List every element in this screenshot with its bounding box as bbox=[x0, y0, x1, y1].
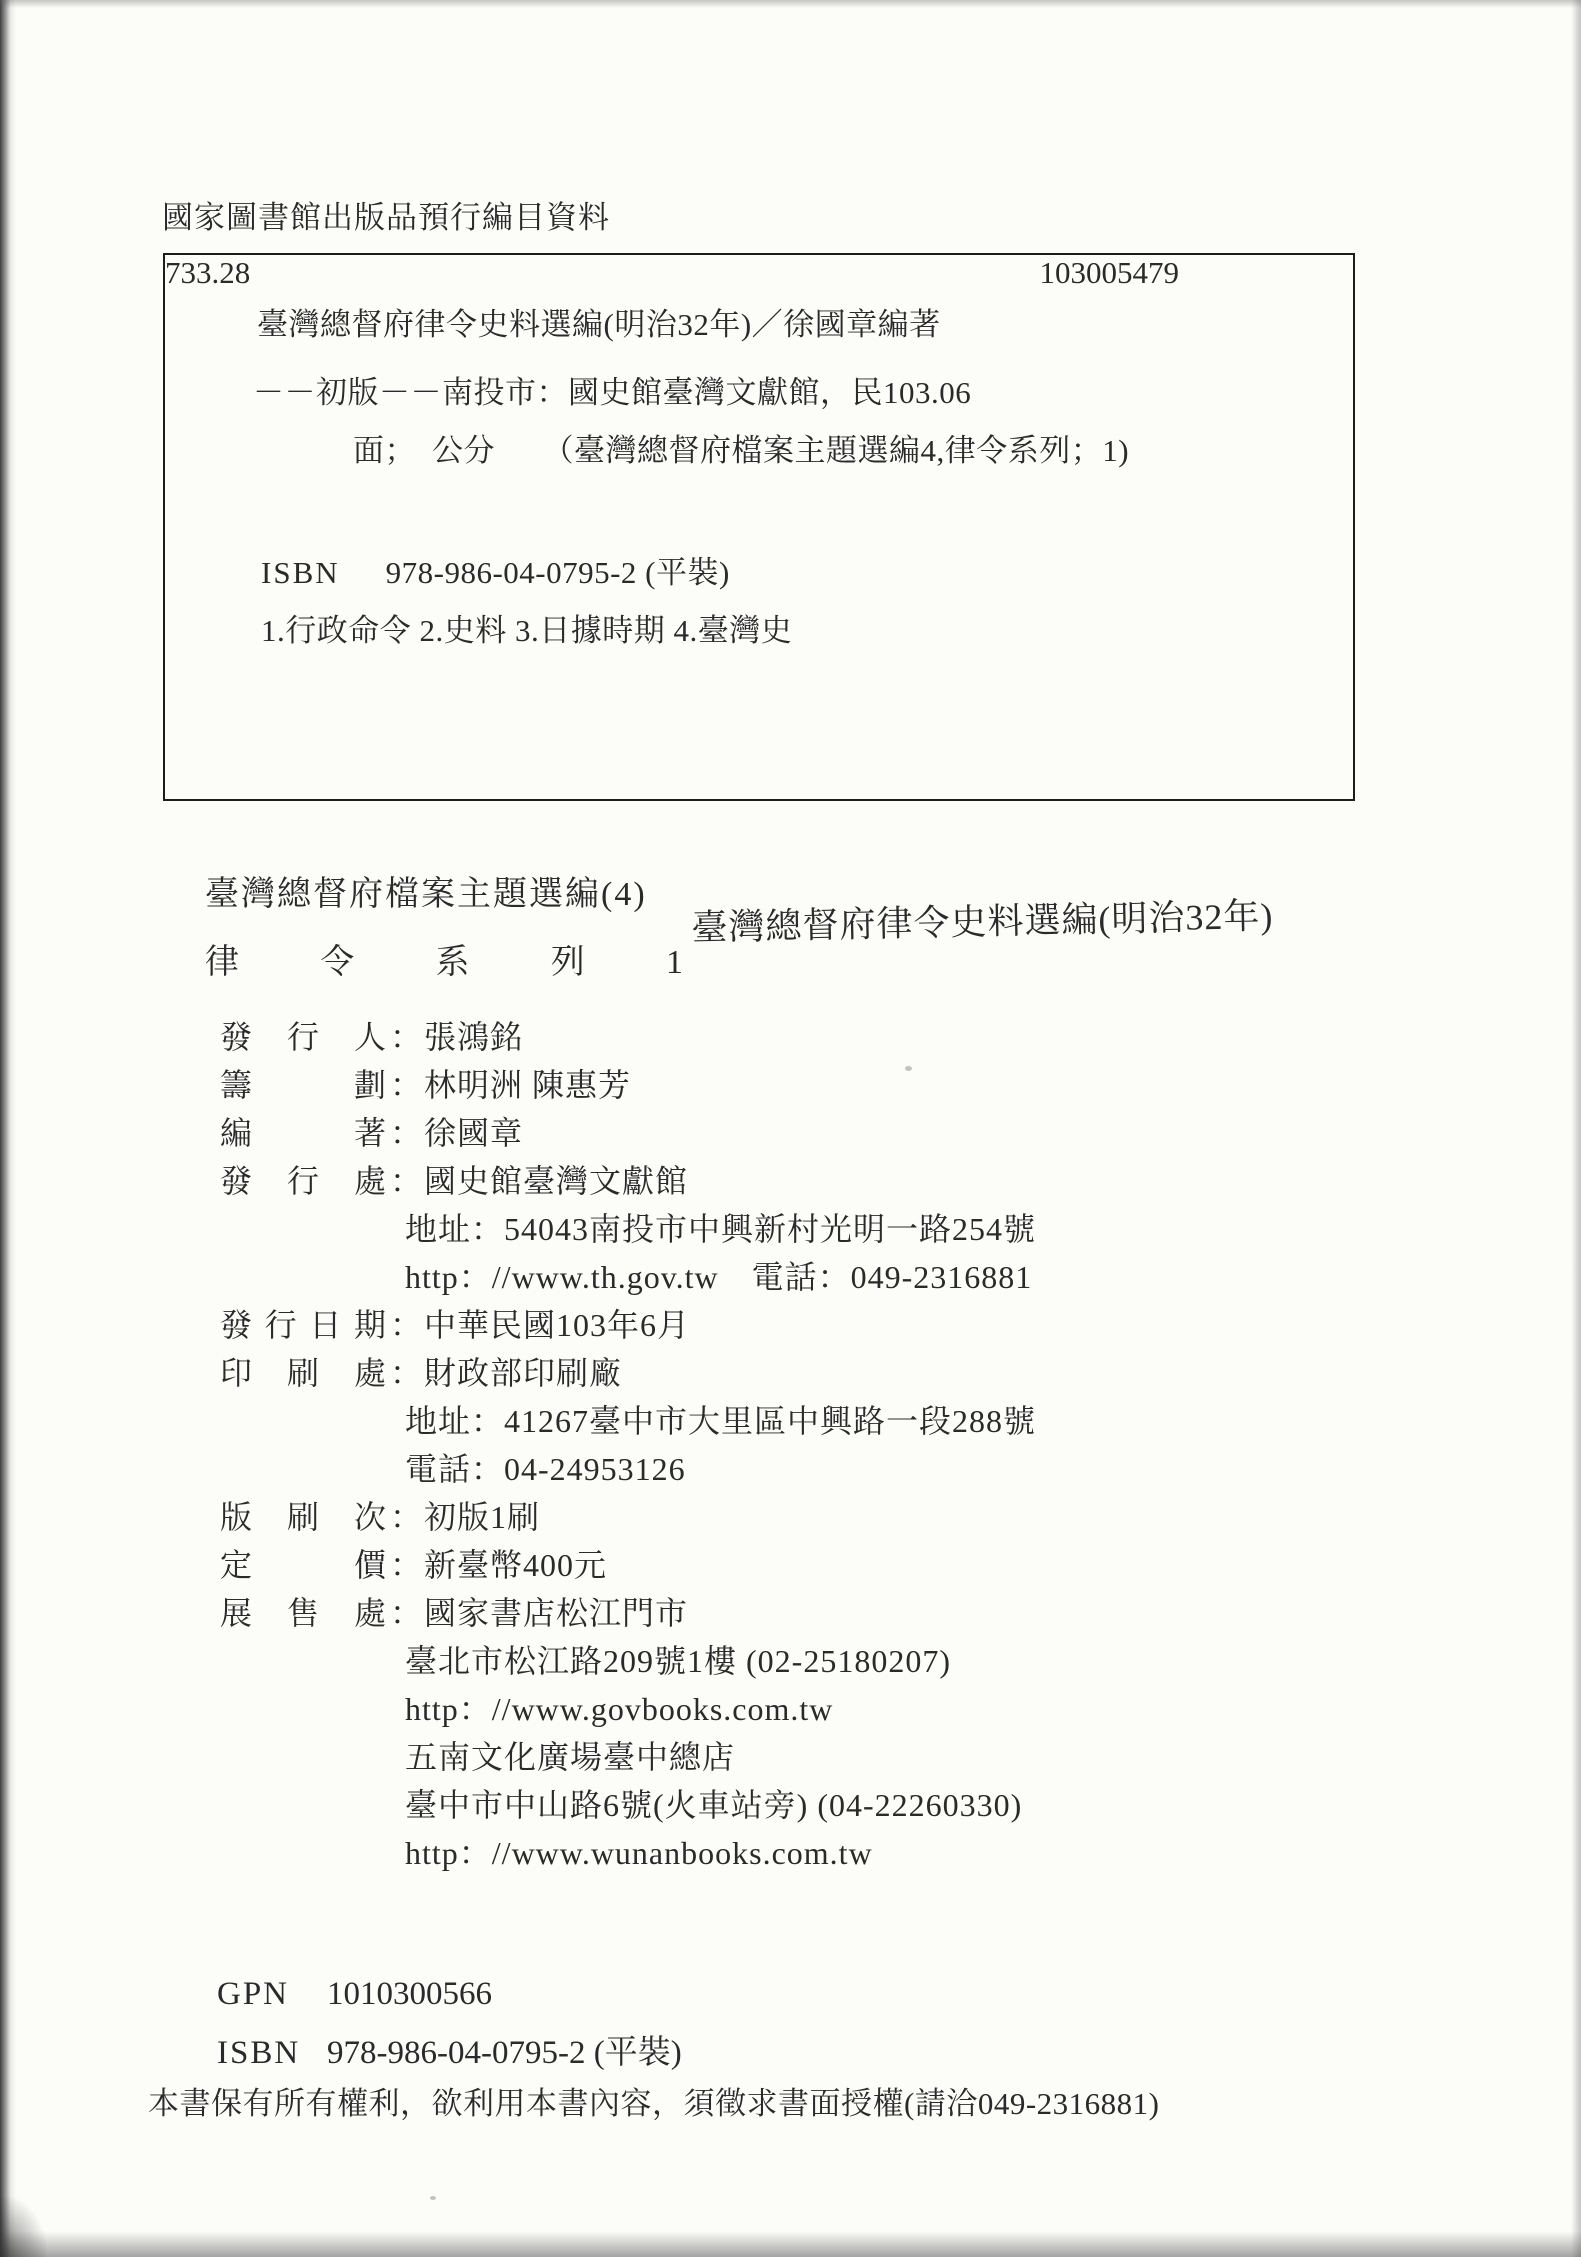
isbn-row bbox=[217, 2026, 682, 2073]
cip-record-number: 103005479 bbox=[1039, 255, 1179, 290]
info-row-publisher-person bbox=[220, 1012, 523, 1058]
info-extra-store-website: http：//www.govbooks.com.tw bbox=[405, 1691, 834, 1727]
series-title: 臺灣總督府檔案主題選編(4) bbox=[205, 876, 647, 913]
info-extra-store-website: http：//www.wunanbooks.com.tw bbox=[405, 1835, 873, 1871]
scan-edge-top bbox=[0, 0, 1581, 8]
info-value: 國家書店松江門市 bbox=[424, 1595, 689, 1631]
info-value: 林明洲 陳惠芳 bbox=[424, 1067, 632, 1103]
cip-isbn-value: 978-986-04-0795-2 (平裝) bbox=[385, 555, 730, 590]
info-label: 發 行 處 bbox=[220, 1163, 386, 1199]
info-extra-phone: 電話：04-24953126 bbox=[405, 1451, 686, 1487]
info-colon: ： bbox=[390, 1499, 423, 1535]
info-label: 版 刷 次 bbox=[220, 1499, 386, 1535]
info-row-price bbox=[220, 1540, 607, 1586]
info-colon: ： bbox=[390, 1067, 423, 1103]
info-row-planners bbox=[220, 1060, 631, 1106]
info-extra-website-phone: http：//www.th.gov.tw 電話：049-2316881 bbox=[405, 1259, 1033, 1295]
info-label: 發 行 日 期 bbox=[220, 1307, 386, 1343]
info-value: 張鴻銘 bbox=[424, 1019, 524, 1055]
cip-isbn-line bbox=[261, 547, 730, 592]
rights-statement: 本書保有所有權利，欲利用本書內容，須徵求書面授權(請洽049-2316881) bbox=[148, 2086, 1160, 2121]
info-extra-store-name: 五南文化廣場臺中總店 bbox=[405, 1739, 736, 1775]
scan-speck bbox=[430, 2196, 436, 2200]
info-row-edition bbox=[220, 1492, 540, 1538]
scan-corner-shadow bbox=[0, 2197, 46, 2257]
info-colon: ： bbox=[390, 1307, 423, 1343]
scan-edge-right bbox=[1571, 0, 1581, 2257]
cip-box bbox=[163, 253, 1355, 801]
cip-class-number: 733.28 bbox=[165, 255, 251, 290]
info-colon: ： bbox=[390, 1595, 423, 1631]
scan-speck bbox=[905, 1066, 912, 1071]
info-row-author bbox=[220, 1108, 523, 1154]
info-extra-address: 地址：54043南投市中興新村光明一路254號 bbox=[405, 1211, 1037, 1247]
info-colon: ： bbox=[390, 1355, 423, 1391]
info-row-publish-date bbox=[220, 1300, 690, 1346]
cip-header: 國家圖書館出版品預行編目資料 bbox=[162, 200, 610, 235]
series-subtitle: 律 令 系 列 1 bbox=[205, 944, 683, 981]
scan-edge-bottom bbox=[0, 2231, 1581, 2257]
info-label: 籌 劃 bbox=[220, 1067, 386, 1103]
info-value: 徐國章 bbox=[424, 1115, 524, 1151]
gpn-row bbox=[217, 1976, 492, 2013]
info-colon: ： bbox=[390, 1547, 423, 1583]
info-label: 編 著 bbox=[220, 1115, 386, 1151]
isbn-value: 978-986-04-0795-2 (平裝) bbox=[327, 2035, 682, 2071]
info-label: 展 售 處 bbox=[220, 1595, 386, 1631]
info-colon: ： bbox=[390, 1019, 423, 1055]
info-value: 初版1刷 bbox=[424, 1499, 541, 1535]
cip-edition-line: －－初版－－南投市：國史館臺灣文獻館，民103.06 bbox=[253, 375, 972, 410]
gpn-label: GPN bbox=[217, 1976, 290, 2012]
info-row-retail bbox=[220, 1588, 688, 1634]
gpn-value: 1010300566 bbox=[327, 1976, 492, 2012]
info-row-printer bbox=[220, 1348, 622, 1394]
info-colon: ： bbox=[390, 1115, 423, 1151]
cip-class-row bbox=[165, 255, 1179, 291]
info-colon: ： bbox=[390, 1163, 423, 1199]
info-value: 新臺幣400元 bbox=[424, 1547, 608, 1583]
cip-format-line: 面； 公分 （臺灣總督府檔案主題選編4,律令系列；1) bbox=[353, 433, 1130, 468]
book-title: 臺灣總督府律令史料選編(明治32年) bbox=[691, 895, 1274, 949]
info-extra-store-address: 臺中市中山路6號(火車站旁) (04-22260330) bbox=[405, 1787, 1023, 1823]
info-value: 國史館臺灣文獻館 bbox=[424, 1163, 689, 1199]
info-extra-address: 地址：41267臺中市大里區中興路一段288號 bbox=[405, 1403, 1037, 1439]
cip-isbn-label: ISBN bbox=[261, 555, 340, 590]
info-value: 中華民國103年6月 bbox=[424, 1307, 691, 1343]
info-extra-store-address: 臺北市松江路209號1樓 (02-25180207) bbox=[405, 1643, 951, 1679]
isbn-label: ISBN bbox=[217, 2035, 301, 2071]
cip-title-line: 臺灣總督府律令史料選編(明治32年)／徐國章編著 bbox=[257, 307, 941, 342]
info-label: 印 刷 處 bbox=[220, 1355, 386, 1391]
cip-subjects-line: 1.行政命令 2.史料 3.日據時期 4.臺灣史 bbox=[261, 613, 793, 648]
info-label: 發 行 人 bbox=[220, 1019, 386, 1055]
info-value: 財政部印刷廠 bbox=[424, 1355, 623, 1391]
info-label: 定 價 bbox=[220, 1547, 386, 1583]
scan-edge-left bbox=[0, 0, 16, 2257]
info-row-publisher-org bbox=[220, 1156, 688, 1202]
